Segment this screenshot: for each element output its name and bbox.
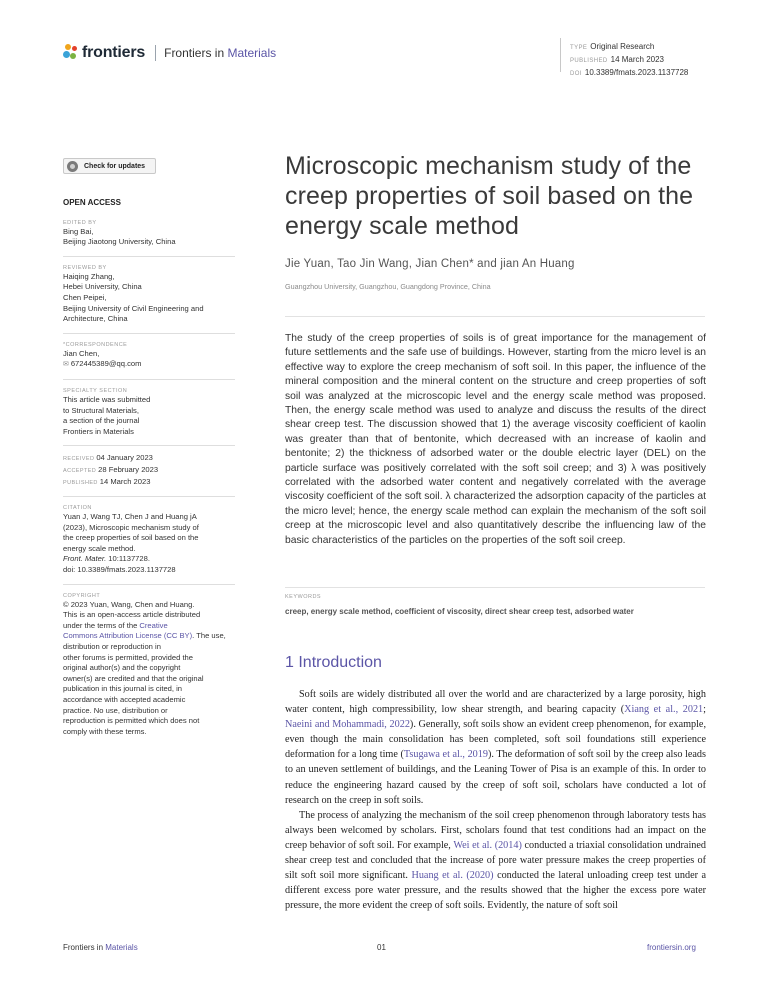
doi-link[interactable]: 10.3389/fmats.2023.1137728 <box>584 68 689 77</box>
sidebar-divider <box>63 379 235 380</box>
publish-date: 14 March 2023 <box>610 55 664 64</box>
open-access-label: OPEN ACCESS <box>63 198 121 207</box>
check-for-updates-button[interactable]: Check for updates <box>63 158 156 174</box>
journal-header-logo[interactable] <box>63 44 276 62</box>
citation-link[interactable]: Wei et al. (2014) <box>453 839 522 851</box>
sidebar-divider <box>63 584 235 585</box>
correspondence-block: *CORRESPONDENCE Jian Chen, ✉ 672445389@qq.com <box>63 341 142 369</box>
copyright-block: COPYRIGHT © 2023 Yuan, Wang, Chen and Huang. This is an open-access article distributed under the terms of the Creative Commons Attribution License (CC BY). The use, distribution or reproduction in other forums is permitted, provided the original author(s) and the copyright owner(s) are credited and that the original publication in this journal is cited, in accordance with accepted academic practice. No use, distribution or reproduction is permitted which does not comply with these terms. <box>63 592 226 736</box>
license-link[interactable]: Commons Attribution License (CC BY) <box>63 631 193 641</box>
article-type: Original Research <box>590 42 655 51</box>
email-icon: ✉ <box>63 361 71 369</box>
article-body <box>285 687 706 913</box>
dates-block: RECEIVED 04 January 2023 ACCEPTED 28 February 2023 PUBLISHED 14 March 2023 <box>63 453 159 486</box>
article-sidebar <box>63 198 235 745</box>
edited-by-block: EDITED BY Bing Bai, Beijing Jiaotong University, China <box>63 219 176 247</box>
citation-link[interactable]: Naeini and Mohammadi, 2022 <box>285 719 410 731</box>
article-meta: TYPE Original Research PUBLISHED 14 March 2023 DOI 10.3389/fmats.2023.1137728 <box>570 42 689 77</box>
meta-divider <box>560 38 561 72</box>
specialty-section-block: SPECIALTY SECTION This article was submitted to Structural Materials, a section of the journal Frontiers in Materials <box>63 387 151 436</box>
journal-name: Frontiers in Materials <box>164 46 277 60</box>
correspondence-email[interactable]: 672445389@qq.com <box>70 359 142 369</box>
author-list: Jie Yuan, Tao Jin Wang, Jian Chen* and jian An Huang <box>285 258 575 270</box>
article-title: Microscopic mechanism study of the creep properties of soil based on the energy scale method <box>285 152 694 240</box>
sidebar-divider <box>63 333 235 334</box>
logo-divider <box>155 45 156 61</box>
page-number: 01 <box>377 943 386 952</box>
abstract-text: The study of the creep properties of soils is of great importance for the management of future settlements and the safe use of buildings. However, starting from the micro level is an effective way to explore the creep mechanism of soft soil. In this paper, the influence of the mineral composition and the mineral content on the structure and creep properties of soft soil was analyzed at the microscopic level and the energy scale method was proposed. Then, the energy scale method was used to analyze and discuss the results of the direct shear creep test. The discussion showed that 1) the average viscosity coefficient of kaolin was greater than that of bentonite, which decreased with an increase of kaolin and bentonite; 2) the thickness of adsorbed water or the double electric layer (DEL) on the particle surface was positively correlated with the soft soil creep; and 3) λ was positively correlated with the adsorbed water content and negatively correlated with the average viscosity coefficient of the soft soil. λ characterized the adsorption capacity of the particles at the micro level; hence, the energy scale method can explain the mechanism of the soft soil creep at the microscopic level and also quantitatively describe the influencing law of the basic characteristics of the particles on the properties of the soft soil creep. <box>285 333 706 546</box>
body-paragraph: Soft soils are widely distributed all over the world and are characterized by a large porosity, high water content, high compressibility, low shear strength, and bearing capacity (Xiang et al., 2021; Naeini and Mohammadi, 2022). Generally, soft soils show an evident creep phenomenon, for example, even though the main consolidation has been completed, soft soil foundations still experience deformation for a long time (Tsugawa et al., 2019). The deformation of soft soil by the creep also leads to an uneven settlement of buildings, and the Leaning Tower of Pisa is an example of this. In order to reduce the engineering hazard caused by the creep of soft soil, scholars have conducted a lot of research on the creep in soft soils. <box>285 689 707 806</box>
citation-block: CITATION Yuan J, Wang TJ, Chen J and Huang jA (2023), Microscopic mechanism study of the creep properties of soil based on the energy scale method. Front. Mater. 10:1137728. doi: 10.3389/fmats.2023.1137728 <box>63 505 199 575</box>
citation-link[interactable]: Tsugawa et al., 2019 <box>403 749 488 761</box>
footer-site-link[interactable]: frontiersin.org <box>647 943 696 952</box>
keywords-label: KEYWORDS <box>285 594 322 600</box>
sidebar-divider <box>63 256 235 257</box>
sidebar-divider <box>63 445 235 446</box>
keywords-divider <box>285 587 705 588</box>
citation-link[interactable]: Xiang et al., 2021 <box>624 704 704 716</box>
keywords-list: creep, energy scale method, coefficient of viscosity, direct shear creep test, adsorbed water <box>285 607 634 616</box>
title-divider <box>285 316 705 317</box>
logo-text: frontiers <box>82 44 146 61</box>
sidebar-divider <box>63 496 235 497</box>
citation-link[interactable]: Huang et al. (2020) <box>411 870 494 882</box>
update-check-icon <box>67 161 78 172</box>
license-link[interactable]: Creative <box>139 620 168 630</box>
body-paragraph: The process of analyzing the mechanism of the soil creep phenomenon through laboratory tests has always been welcomed by scholars. First, scholars found that test conditions had an impact on the creep behavior of soft soil. For example, Wei et al. (2014) conducted a triaxial consolidation undrained shear creep test and concluded that the increase of pore water pressure makes the creep properties of silt soft soil more significant. Huang et al. (2020) conducted the lateral unloading creep test under a different excess pore water pressure, and the results showed that the higher the excess pore water pressure, the more evident the creep of soft soils. Evidently, the nature of soft soil <box>285 809 707 912</box>
reviewed-by-block: REVIEWED BY Haiqing Zhang, Hebei University, China Chen Peipei, Beijing University of Civil Engineering and Architecture, China <box>63 264 204 324</box>
frontiers-logo-icon <box>63 44 79 62</box>
section-heading: 1 Introduction <box>285 654 382 671</box>
footer-journal: Frontiers in Materials <box>63 943 138 952</box>
affiliation: Guangzhou University, Guangzhou, Guangdong Province, China <box>285 282 491 291</box>
